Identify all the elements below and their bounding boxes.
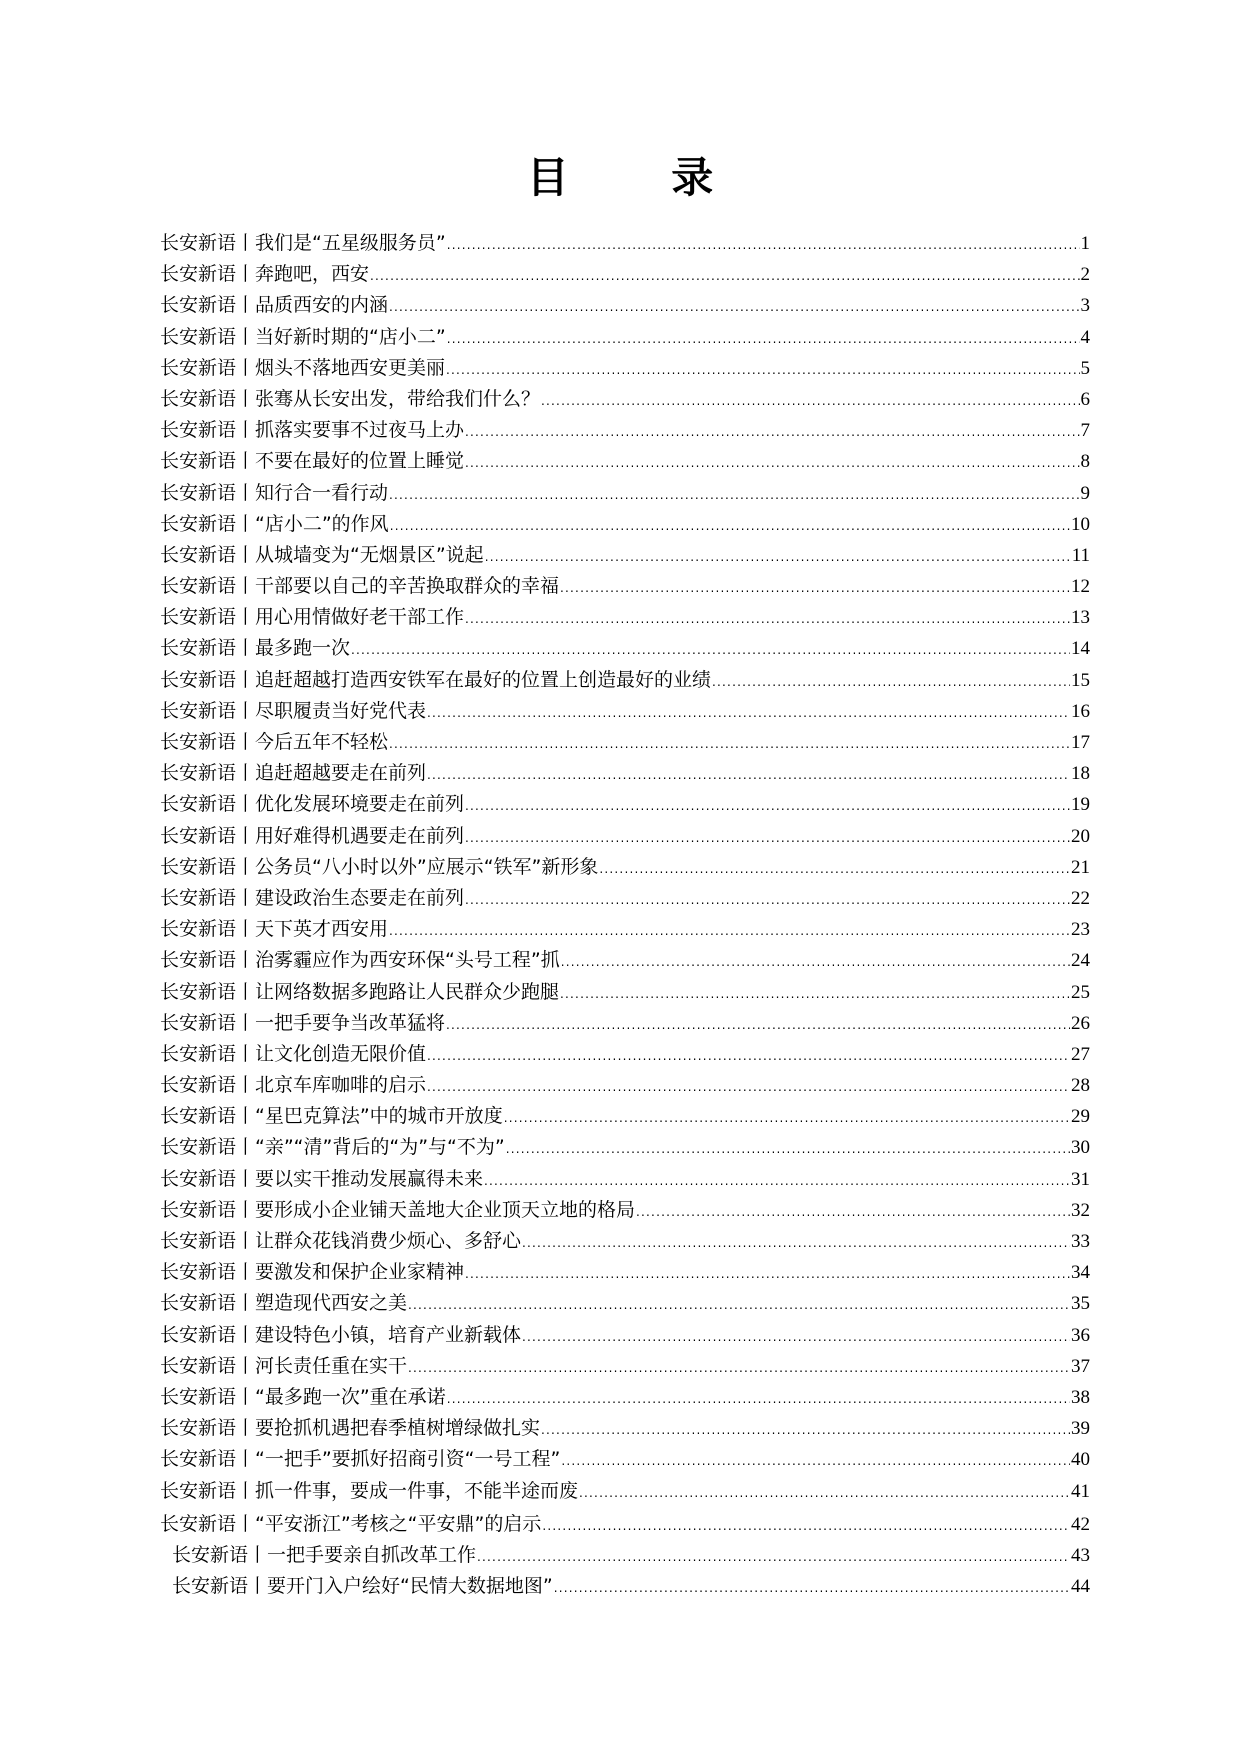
toc-entry[interactable] [160,322,1090,353]
toc-entry-title: 长安新语丨从城墙变为“无烟景区”说起 [160,543,484,566]
page-title: 目 录 [526,153,758,202]
toc-dot-leader [522,1228,1070,1259]
toc-page-number: 40 [1071,1449,1090,1471]
toc-page-number: 6 [1080,388,1090,410]
toc-entry[interactable] [160,821,1090,852]
toc-entry[interactable] [160,1257,1090,1288]
toc-page-number: 15 [1071,669,1090,691]
toc-entry-title: 长安新语丨品质西安的内涵 [160,294,389,317]
toc-entry[interactable] [160,914,1090,945]
toc-dot-leader [465,1259,1070,1290]
toc-entry[interactable] [160,852,1090,883]
toc-page-number: 2 [1080,264,1090,286]
toc-page-number: 9 [1080,482,1090,504]
toc-entry-title: 长安新语丨北京车库咖啡的启示 [160,1074,427,1097]
toc-dot-leader [446,1010,1070,1041]
toc-entry-title: 长安新语丨一把手要亲自抓改革工作 [172,1543,477,1566]
toc-dot-leader [370,261,1079,292]
toc-page-number: 44 [1071,1576,1090,1598]
toc-page-number: 18 [1071,763,1090,785]
toc-dot-leader [447,230,1080,261]
toc-dot-leader [351,635,1070,666]
toc-page-number: 19 [1071,794,1090,816]
toc-page-number: 35 [1071,1293,1090,1315]
toc-dot-leader [465,417,1079,448]
toc-entry[interactable] [160,384,1090,415]
toc-page-number: 28 [1071,1075,1090,1097]
toc-entry-title: 长安新语丨要以实干推动发展赢得未来 [160,1167,484,1190]
toc-entry-title: 长安新语丨用好难得机遇要走在前列 [160,824,465,847]
toc-page-number: 13 [1071,607,1090,629]
toc-entry-title: 长安新语丨“店小二”的作风 [160,512,389,535]
toc-entry-title: 长安新语丨“亲”“清”背后的“为”与“不为” [160,1136,505,1159]
toc-entry-title: 长安新语丨要形成小企业铺天盖地大企业顶天立地的格局 [160,1198,636,1221]
toc-entry-title: 长安新语丨张骞从长安出发，带给我们什么？ [160,387,541,410]
toc-dot-leader [427,1072,1070,1103]
toc-entry-title: 长安新语丨治雾霾应作为西安环保“头号工程”抓 [160,949,560,972]
toc-page-number: 20 [1071,825,1090,847]
toc-page-number: 7 [1080,420,1090,442]
toc-entry[interactable] [160,1509,1090,1540]
toc-dot-leader [465,885,1070,916]
toc-entry-title: 长安新语丨天下英才西安用 [160,918,389,941]
toc-entry-title: 长安新语丨建设政治生态要走在前列 [160,886,465,909]
toc-dot-leader [522,1322,1070,1353]
toc-dot-leader [427,698,1070,729]
toc-page-number: 22 [1071,887,1090,909]
toc-dot-leader [447,324,1080,355]
toc-entry-title: 长安新语丨用心用情做好老干部工作 [160,606,465,629]
toc-entry-title: 长安新语丨让文化创造无限价值 [160,1042,427,1065]
toc-dot-leader [389,480,1079,511]
toc-page-number: 30 [1071,1137,1090,1159]
toc-entry-title: 长安新语丨要抢抓机遇把春季植树增绿做扎实 [160,1417,541,1440]
toc-entry[interactable] [160,1476,1090,1507]
toc-page-number: 23 [1071,919,1090,941]
toc-page-number: 31 [1071,1168,1090,1190]
toc-entry-title: 长安新语丨烟头不落地西安更美丽 [160,356,446,379]
table-of-contents [160,228,1090,1602]
toc-page-number: 33 [1071,1231,1090,1252]
toc-dot-leader [427,760,1070,791]
toc-dot-leader [636,1197,1070,1228]
toc-page-number: 16 [1071,700,1090,722]
toc-page-number: 24 [1071,950,1090,972]
toc-dot-leader [561,947,1070,978]
toc-entry[interactable] [160,1444,1090,1475]
toc-page-number: 26 [1071,1012,1090,1034]
toc-dot-leader [560,979,1070,1010]
toc-dot-leader [465,448,1079,479]
toc-dot-leader [465,791,1070,822]
toc-entry[interactable] [160,509,1090,540]
toc-dot-leader [554,1573,1070,1604]
toc-page-number: 21 [1071,856,1090,878]
toc-entry-title: 长安新语丨抓一件事，要成一件事，不能半途而废 [160,1479,579,1502]
toc-entry[interactable] [160,1164,1090,1195]
toc-entry-title: 长安新语丨追赶超越打造西安铁军在最好的位置上创造最好的业绩 [160,668,712,691]
toc-entry[interactable] [160,602,1090,633]
toc-dot-leader [485,542,1071,573]
toc-dot-leader [427,1041,1070,1072]
toc-dot-leader [465,823,1070,854]
toc-entry[interactable] [160,633,1090,664]
toc-dot-leader [560,573,1070,604]
toc-dot-leader [504,1103,1070,1134]
toc-dot-leader [390,511,1070,542]
toc-entry-title: 长安新语丨今后五年不轻松 [160,731,389,753]
toc-entry[interactable] [160,259,1090,290]
toc-entry[interactable] [160,540,1090,571]
toc-entry-title: 长安新语丨“一把手”要抓好招商引资“一号工程” [160,1448,561,1471]
toc-entry-title: 长安新语丨奔跑吧，西安 [160,263,370,286]
toc-dot-leader [389,916,1070,947]
toc-entry-title: 长安新语丨“平安浙江”考核之“平安鼎”的启示 [160,1512,542,1535]
toc-dot-leader [446,355,1079,386]
toc-page-number: 37 [1071,1355,1090,1377]
toc-entry[interactable] [160,1132,1090,1163]
toc-entry[interactable] [160,1226,1090,1257]
toc-entry[interactable] [160,1540,1090,1571]
toc-page-number: 27 [1071,1043,1090,1065]
toc-dot-leader [599,854,1070,885]
toc-page-number: 43 [1071,1544,1090,1566]
toc-page-number: 5 [1080,357,1090,379]
toc-entry-title: 长安新语丨塑造现代西安之美 [160,1292,408,1315]
toc-dot-leader [541,386,1079,417]
toc-entry[interactable] [160,1571,1090,1602]
toc-page-number: 41 [1071,1480,1090,1502]
toc-dot-leader [408,1353,1070,1384]
toc-entry[interactable] [160,446,1090,477]
toc-entry[interactable] [160,415,1090,446]
toc-entry[interactable] [160,945,1090,976]
toc-page-number: 32 [1071,1199,1090,1221]
toc-entry-title: 长安新语丨公务员“八小时以外”应展示“铁军”新形象 [160,855,599,878]
toc-dot-leader [506,1134,1070,1165]
toc-entry-title: 长安新语丨一把手要争当改革猛将 [160,1011,446,1034]
toc-entry[interactable] [160,1195,1090,1226]
toc-entry-title: 长安新语丨尽职履责当好党代表 [160,699,427,722]
toc-dot-leader [389,292,1079,323]
toc-dot-leader [541,1415,1070,1446]
toc-page-number: 39 [1071,1418,1090,1440]
toc-page-number: 11 [1071,544,1090,566]
toc-dot-leader [447,1384,1070,1415]
toc-page-number: 38 [1071,1386,1090,1408]
toc-entry[interactable] [160,478,1090,509]
toc-entry[interactable] [160,1351,1090,1382]
toc-page-number: 29 [1071,1106,1090,1128]
toc-entry-title: 长安新语丨干部要以自己的辛苦换取群众的幸福 [160,575,560,598]
toc-entry-title: 长安新语丨让群众花钱消费少烦心、多舒心 [160,1230,522,1252]
toc-entry-title: 长安新语丨要激发和保护企业家精神 [160,1261,465,1284]
toc-entry[interactable] [160,290,1090,321]
toc-entry-title: 长安新语丨知行合一看行动 [160,481,389,504]
toc-entry-title: 长安新语丨建设特色小镇，培育产业新载体 [160,1323,522,1346]
toc-entry-title: 长安新语丨我们是“五星级服务员” [160,232,446,254]
toc-entry[interactable] [160,1382,1090,1413]
toc-entry[interactable] [160,665,1090,696]
toc-entry-title: 长安新语丨当好新时期的“店小二” [160,325,446,348]
toc-entry-title: 长安新语丨要开门入户绘好“民情大数据地图” [172,1575,553,1598]
toc-entry-title: 长安新语丨最多跑一次 [160,637,351,660]
toc-dot-leader [712,667,1070,698]
toc-entry[interactable] [160,353,1090,384]
toc-entry[interactable] [160,883,1090,914]
toc-page-number: 8 [1080,451,1090,473]
toc-page-number: 12 [1071,576,1090,598]
toc-page-number: 1 [1080,233,1090,254]
toc-entry[interactable] [160,1320,1090,1351]
toc-dot-leader [484,1166,1070,1197]
toc-dot-leader [389,729,1070,760]
toc-entry[interactable] [160,758,1090,789]
toc-dot-leader [477,1542,1070,1573]
toc-entry-title: 长安新语丨不要在最好的位置上睡觉 [160,450,465,473]
toc-entry-title: 长安新语丨抓落实要事不过夜马上办 [160,419,465,442]
toc-entry-title: 长安新语丨“星巴克算法”中的城市开放度 [160,1105,503,1128]
toc-entry-title: 长安新语丨河长责任重在实干 [160,1354,408,1377]
toc-entry[interactable] [160,228,1090,259]
toc-dot-leader [542,1511,1070,1542]
toc-entry[interactable] [160,1101,1090,1132]
toc-entry[interactable] [160,1070,1090,1101]
toc-page-number: 17 [1071,732,1090,753]
toc-entry-title: 长安新语丨让网络数据多跑路让人民群众少跑腿 [160,980,560,1003]
toc-entry[interactable] [160,789,1090,820]
toc-page-number: 3 [1080,295,1090,317]
toc-page-number: 36 [1071,1324,1090,1346]
toc-dot-leader [561,1446,1070,1477]
toc-dot-leader [579,1478,1070,1509]
toc-page-number: 10 [1071,513,1090,535]
toc-entry-title: 长安新语丨优化发展环境要走在前列 [160,793,465,816]
toc-page-number: 34 [1071,1262,1090,1284]
toc-entry[interactable] [160,571,1090,602]
toc-entry[interactable] [160,1039,1090,1070]
toc-dot-leader [465,604,1070,635]
toc-entry[interactable] [160,1288,1090,1319]
toc-entry[interactable] [160,1008,1090,1039]
toc-entry-title: 长安新语丨“最多跑一次”重在承诺 [160,1385,446,1408]
toc-entry-title: 长安新语丨追赶超越要走在前列 [160,762,427,785]
toc-dot-leader [408,1290,1070,1321]
toc-entry[interactable] [160,727,1090,758]
toc-entry[interactable] [160,1413,1090,1444]
toc-page-number: 25 [1071,981,1090,1003]
toc-entry[interactable] [160,977,1090,1008]
toc-page-number: 14 [1071,638,1090,660]
toc-entry[interactable] [160,696,1090,727]
toc-page-number: 4 [1080,326,1090,348]
toc-page-number: 42 [1071,1513,1090,1535]
